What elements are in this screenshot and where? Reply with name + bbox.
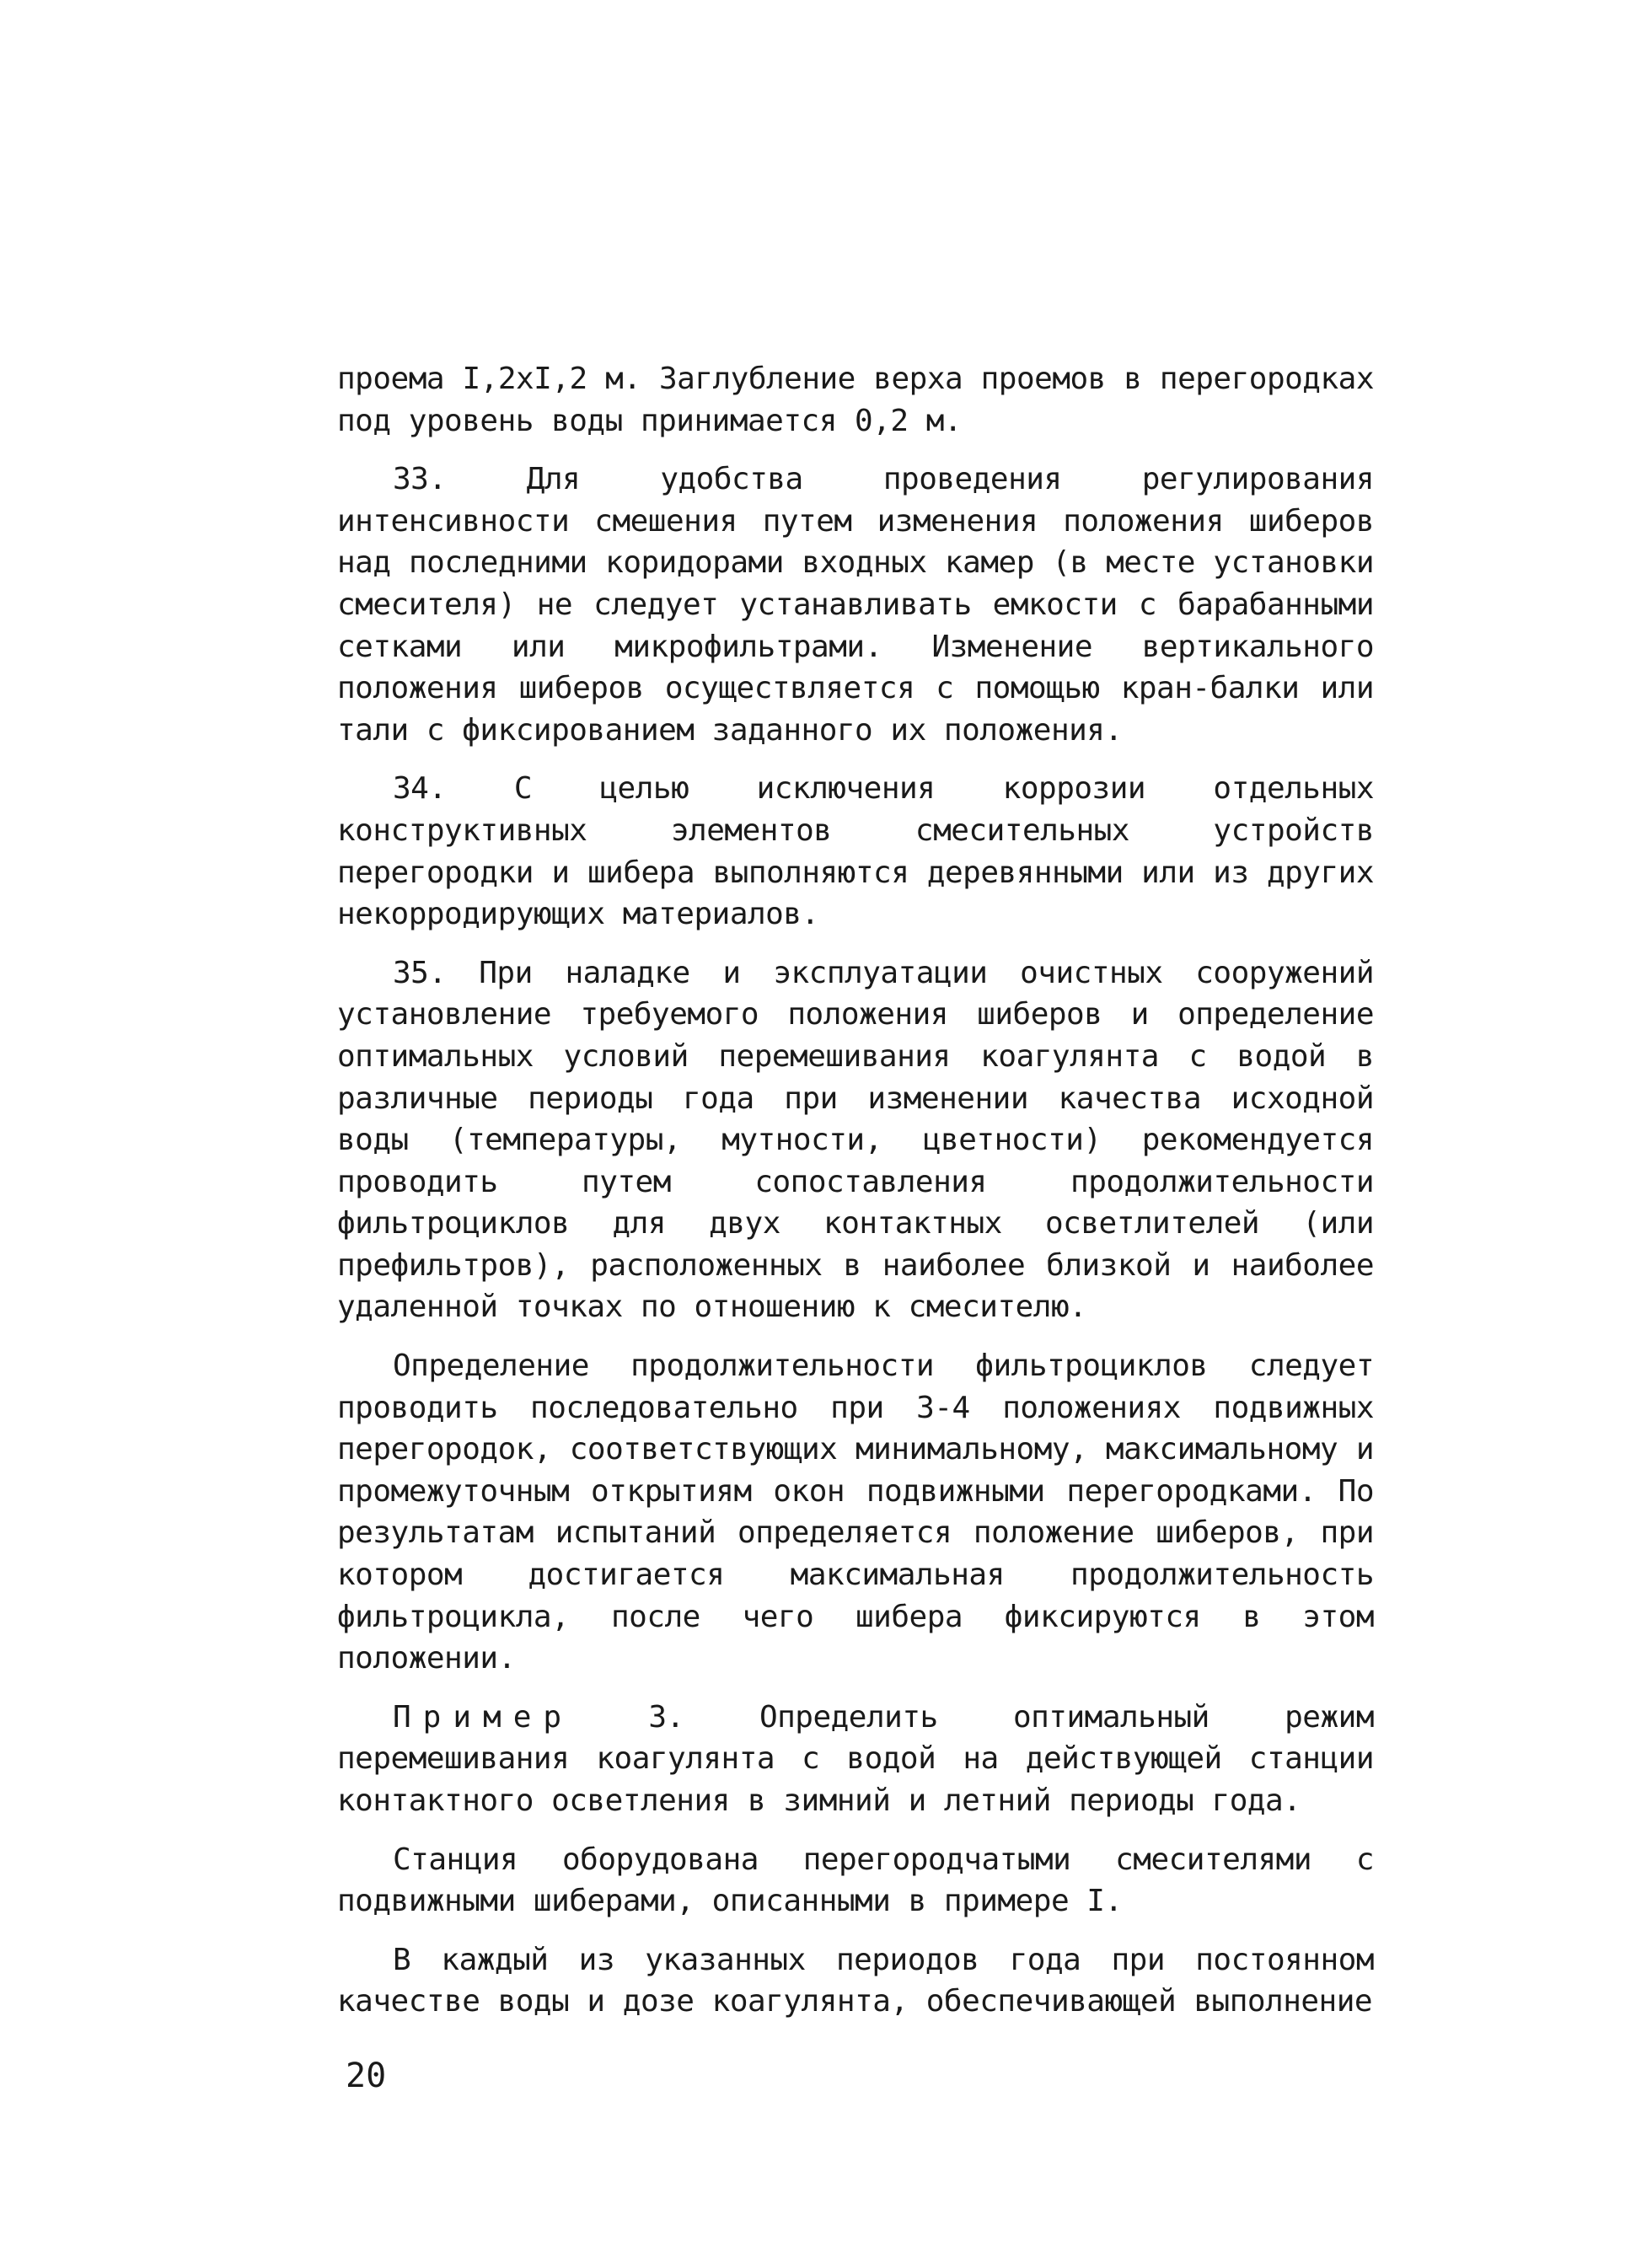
example-text: 3. Определить оптимальный режим перемешивания коагулянта с водой на действующей станции контактного осветления в зимний и летний периоды года. <box>337 1699 1374 1818</box>
paragraph-33: 33. Для удобства проведения регулирования интенсивности смешения путем изменения положения шиберов над последними коридорами входных камер (в месте установки смесителя) не следует устанавливать емкости с барабанными сетками или микрофильтрами. Изменение вертикального положения шиберов осуществляется с помощью кран-балки или тали с фиксированием заданного их положения. <box>337 462 1374 748</box>
paragraph-fc-determination: Определение продолжительности фильтроциклов следует проводить последовательно при 3-4 положениях подвижных перегородок, соответствующих минимальному, максимальному и промежуточным открытиям окон подвижными перегородками. По результатам испытаний определяется положение шиберов, при котором достигается максимальная продолжительность фильтроцикла, после чего шибера фиксируются в этом положении. <box>337 1349 1374 1676</box>
paragraph-34: 34. С целью исключения коррозии отдельных конструктивных элементов смесительных устройств перегородки и шибера выполняются деревянными или из других некорродирующих материалов. <box>337 771 1374 932</box>
paragraph-35: 35. При наладке и эксплуатации очистных сооружений установление требуемого положения шиберов и определение оптимальных условий перемешивания коагулянта с водой в различные периоды года при изменении качества исходной воды (температуры, мутности, цветности) рекомендуется проводить путем сопоставления продолжительности фильтроциклов для двух контактных осветлителей (или префильтров), расположенных в наиболее близкой и наиболее удаленной точках по отношению к смесителю. <box>337 955 1374 1325</box>
body-text <box>337 358 1374 2023</box>
paragraph-station: Станция оборудована перегородчатыми смесителями с подвижными шиберами, описанными в примере I. <box>337 1842 1374 1919</box>
paragraph-each-period: В каждый из указанных периодов года при постоянном качестве воды и дозе коагулянта, обеспечивающей выполнение <box>337 1942 1374 2019</box>
example-label: Пример <box>393 1699 574 1735</box>
page-number: 20 <box>346 2057 387 2095</box>
paragraph-continuation: проема I,2xI,2 м. Заглубление верха проемов в перегородках под уровень воды принимается 0,2 м. <box>337 362 1374 438</box>
paragraph-example-3 <box>337 1697 1374 1822</box>
